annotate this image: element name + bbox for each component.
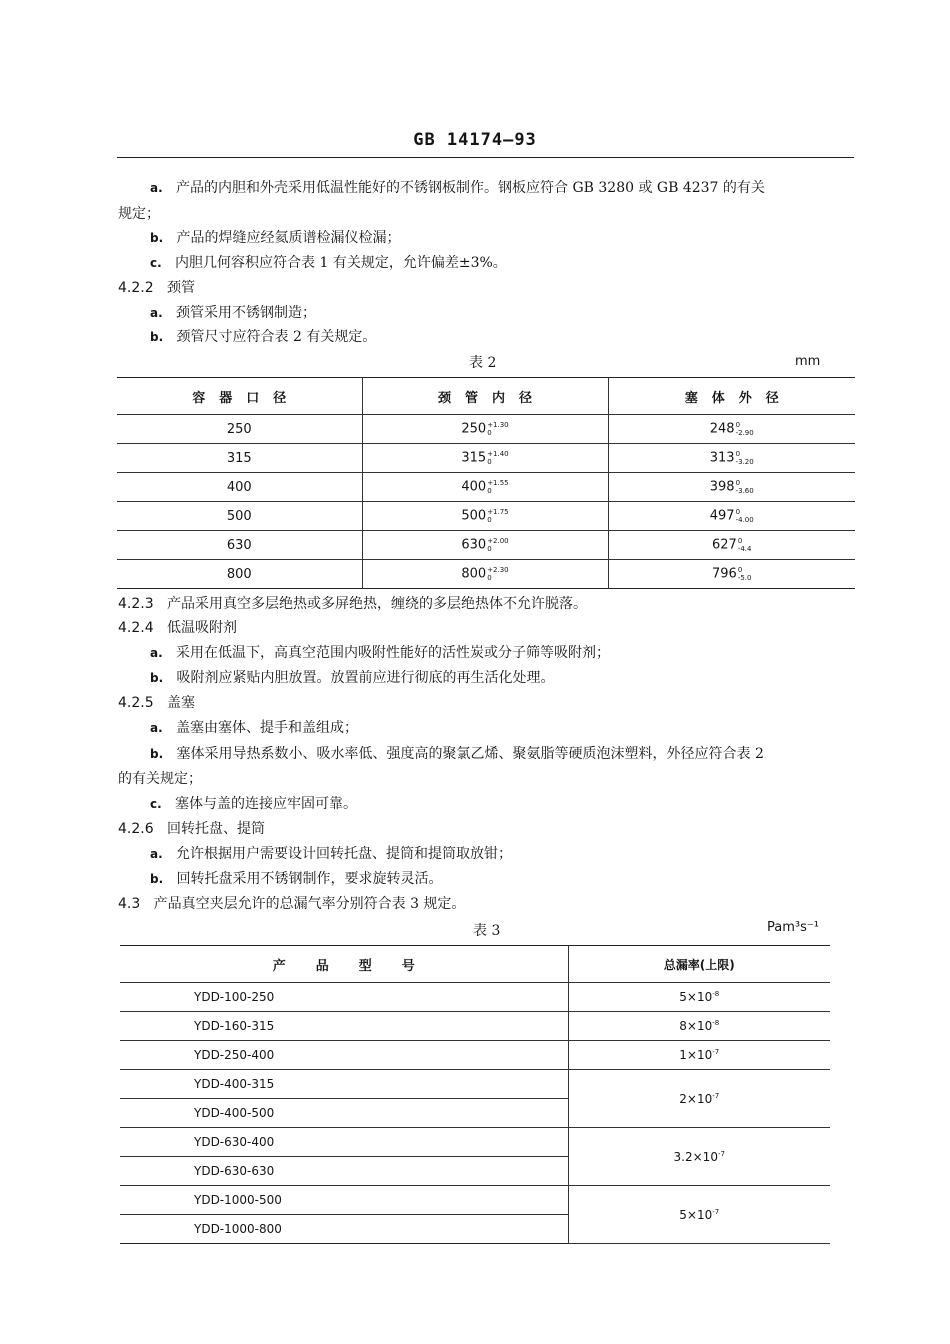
column-header: 颈管内径 bbox=[362, 378, 608, 415]
table-row bbox=[120, 1041, 830, 1070]
column-header: 总漏率(上限) bbox=[568, 946, 830, 983]
section-text: 产品采用真空多层绝热或多屏绝热，缠绕的多层绝热体不允许脱落。 bbox=[166, 596, 587, 612]
tolerance: +1.75 0 bbox=[487, 508, 509, 524]
page-title: GB 14174—93 bbox=[413, 130, 537, 150]
table2-unit: mm bbox=[795, 354, 821, 369]
neck-inner-diameter-cell bbox=[362, 502, 608, 531]
tolerance: 0 -4.4 bbox=[737, 537, 752, 553]
table3-unit: Pam³s⁻¹ bbox=[767, 920, 819, 935]
section-title: 回转托盘、提筒 bbox=[166, 821, 265, 837]
plug-outer-diameter-cell bbox=[608, 473, 855, 502]
tolerance: 0 -3.60 bbox=[735, 479, 754, 495]
clause-a1-cont: 规定； bbox=[118, 206, 160, 222]
clause-text: 采用在低温下，高真空范围内吸附性能好的活性炭或分子筛等吸附剂； bbox=[176, 645, 611, 661]
table-row bbox=[117, 473, 855, 502]
clause-a1 bbox=[150, 179, 765, 197]
clause-label: a. bbox=[150, 721, 163, 735]
section-4-2-2 bbox=[118, 279, 195, 297]
nominal-value: 497 bbox=[709, 508, 735, 524]
clause-text: 产品的内胆和外壳采用低温性能好的不锈钢板制作。钢板应符合 GB 3280 或 GB 4237 的有关 bbox=[176, 180, 765, 196]
clause-c1 bbox=[150, 254, 507, 272]
clause-text: 吸附剂应紧贴内胆放置。放置前应进行彻底的再生活化处理。 bbox=[176, 670, 555, 686]
section-number: 4.2.4 bbox=[118, 620, 154, 636]
plug-outer-diameter-cell bbox=[608, 531, 855, 560]
section-4-2-5 bbox=[118, 694, 195, 712]
clause-label: a. bbox=[150, 181, 163, 195]
clause-label: b. bbox=[150, 747, 164, 761]
clause-text: 产品的焊缝应经氦质谱检漏仪检漏； bbox=[176, 230, 401, 246]
clause-b2 bbox=[150, 328, 376, 346]
table-row bbox=[117, 531, 855, 560]
model-cell: YDD-400-500 bbox=[120, 1099, 568, 1128]
table-row bbox=[117, 444, 855, 473]
clause-text: 盖塞由塞体、提手和盖组成； bbox=[176, 720, 359, 736]
nominal-value: 400 bbox=[461, 479, 487, 495]
column-header: 塞体外径 bbox=[608, 378, 855, 415]
table3-caption: 表 3 bbox=[473, 923, 501, 939]
nominal-value: 796 bbox=[712, 566, 737, 582]
section-title: 低温吸附剂 bbox=[166, 620, 237, 636]
clause-text: 塞体与盖的连接应牢固可靠。 bbox=[175, 796, 358, 812]
leak-rate-cell: $8\times 10^{-8}$ bbox=[568, 1012, 830, 1041]
section-number: 4.2.5 bbox=[118, 695, 154, 711]
section-number: 4.2.2 bbox=[118, 280, 154, 296]
clause-a4 bbox=[150, 644, 610, 662]
nominal-value: 250 bbox=[461, 421, 487, 437]
clause-b6 bbox=[150, 870, 443, 888]
clause-c5 bbox=[150, 795, 357, 813]
tolerance: +2.00 0 bbox=[487, 537, 509, 553]
clause-text: 颈管采用不锈钢制造； bbox=[176, 305, 317, 321]
nominal-value: 800 bbox=[461, 566, 487, 582]
tolerance: +1.55 0 bbox=[487, 479, 509, 495]
section-title: 盖塞 bbox=[166, 695, 195, 711]
clause-label: a. bbox=[150, 306, 163, 320]
plug-outer-diameter-cell bbox=[608, 444, 855, 473]
clause-label: c. bbox=[150, 797, 162, 811]
nominal-value: 315 bbox=[461, 450, 487, 466]
plug-outer-diameter-cell bbox=[608, 415, 855, 444]
section-4-2-6 bbox=[118, 820, 265, 838]
section-4-3 bbox=[118, 895, 465, 913]
tolerance: 0 -2.90 bbox=[735, 421, 754, 437]
clause-label: a. bbox=[150, 847, 163, 861]
tolerance: 0 -4.00 bbox=[735, 508, 754, 524]
clause-b4 bbox=[150, 669, 555, 687]
table-row bbox=[117, 502, 855, 531]
clause-label: a. bbox=[150, 646, 163, 660]
container-diameter-cell: 315 bbox=[117, 444, 362, 473]
leak-rate-cell: $5\times 10^{-8}$ bbox=[568, 983, 830, 1012]
container-diameter-cell: 500 bbox=[117, 502, 362, 531]
clause-text: 塞体采用导热系数小、吸水率低、强度高的聚氯乙烯、聚氨脂等硬质泡沫塑料，外径应符合表 2 bbox=[176, 746, 764, 762]
clause-text: 内胆几何容积应符合表 1 有关规定，允许偏差±3%。 bbox=[175, 255, 507, 271]
plug-outer-diameter-cell bbox=[608, 560, 855, 589]
model-cell: YDD-1000-500 bbox=[120, 1186, 568, 1215]
container-diameter-cell: 250 bbox=[117, 415, 362, 444]
model-cell: YDD-250-400 bbox=[120, 1041, 568, 1070]
neck-inner-diameter-cell bbox=[362, 531, 608, 560]
clause-label: b. bbox=[150, 231, 164, 245]
section-title: 颈管 bbox=[166, 280, 195, 296]
neck-inner-diameter-cell bbox=[362, 415, 608, 444]
section-number: 4.3 bbox=[118, 896, 141, 912]
tolerance: +1.30 0 bbox=[487, 421, 509, 437]
nominal-value: 627 bbox=[712, 537, 737, 553]
clause-label: b. bbox=[150, 671, 164, 685]
neck-inner-diameter-cell bbox=[362, 473, 608, 502]
plug-outer-diameter-cell bbox=[608, 502, 855, 531]
leak-rate-cell: $5\times 10^{-7}$ bbox=[568, 1186, 830, 1244]
table-row bbox=[120, 1186, 830, 1215]
section-text: 产品真空夹层允许的总漏气率分别符合表 3 规定。 bbox=[153, 896, 466, 912]
section-number: 4.2.3 bbox=[118, 596, 154, 612]
nominal-value: 248 bbox=[709, 421, 735, 437]
tolerance: 0 -5.0 bbox=[737, 566, 752, 582]
leak-rate-cell: $1\times 10^{-7}$ bbox=[568, 1041, 830, 1070]
table-header-row bbox=[120, 946, 830, 983]
clause-text: 颈管尺寸应符合表 2 有关规定。 bbox=[176, 329, 377, 345]
neck-inner-diameter-cell bbox=[362, 444, 608, 473]
model-cell: YDD-630-400 bbox=[120, 1128, 568, 1157]
model-cell: YDD-100-250 bbox=[120, 983, 568, 1012]
table-row bbox=[120, 1128, 830, 1157]
model-cell: YDD-160-315 bbox=[120, 1012, 568, 1041]
clause-a5 bbox=[150, 719, 358, 737]
clause-label: b. bbox=[150, 872, 164, 886]
clause-label: c. bbox=[150, 256, 162, 270]
clause-text: 回转托盘采用不锈钢制作，要求旋转灵活。 bbox=[176, 871, 443, 887]
nominal-value: 630 bbox=[461, 537, 487, 553]
section-number: 4.2.6 bbox=[118, 821, 154, 837]
container-diameter-cell: 630 bbox=[117, 531, 362, 560]
table-2 bbox=[117, 377, 855, 589]
leak-rate-cell: $3.2\times 10^{-7}$ bbox=[568, 1128, 830, 1186]
header-rule bbox=[117, 157, 854, 158]
clause-a2 bbox=[150, 304, 316, 322]
tolerance: 0 -3.20 bbox=[735, 450, 754, 466]
column-header: 容器口径 bbox=[117, 378, 362, 415]
neck-inner-diameter-cell bbox=[362, 560, 608, 589]
nominal-value: 500 bbox=[461, 508, 487, 524]
tolerance: +1.40 0 bbox=[487, 450, 509, 466]
section-4-2-4 bbox=[118, 619, 237, 637]
table-row bbox=[120, 983, 830, 1012]
table-row bbox=[120, 1012, 830, 1041]
clause-b5 bbox=[150, 745, 764, 763]
table-row bbox=[117, 415, 855, 444]
section-4-2-3 bbox=[118, 595, 587, 613]
table-3 bbox=[120, 945, 830, 1244]
clause-a6 bbox=[150, 845, 512, 863]
nominal-value: 398 bbox=[709, 479, 735, 495]
model-cell: YDD-1000-800 bbox=[120, 1215, 568, 1244]
container-diameter-cell: 400 bbox=[117, 473, 362, 502]
clause-label: b. bbox=[150, 330, 164, 344]
nominal-value: 313 bbox=[709, 450, 735, 466]
model-cell: YDD-630-630 bbox=[120, 1157, 568, 1186]
clause-b5-cont: 的有关规定； bbox=[118, 771, 202, 787]
clause-b1 bbox=[150, 229, 401, 247]
leak-rate-cell: $2\times 10^{-7}$ bbox=[568, 1070, 830, 1128]
clause-text: 允许根据用户需要设计回转托盘、提筒和提筒取放钳； bbox=[176, 846, 513, 862]
table-header-row bbox=[117, 378, 855, 415]
table2-caption: 表 2 bbox=[469, 355, 497, 371]
container-diameter-cell: 800 bbox=[117, 560, 362, 589]
column-header: 产品型号 bbox=[120, 946, 568, 983]
table-row bbox=[117, 560, 855, 589]
table-row bbox=[120, 1070, 830, 1099]
model-cell: YDD-400-315 bbox=[120, 1070, 568, 1099]
tolerance: +2.30 0 bbox=[487, 566, 509, 582]
